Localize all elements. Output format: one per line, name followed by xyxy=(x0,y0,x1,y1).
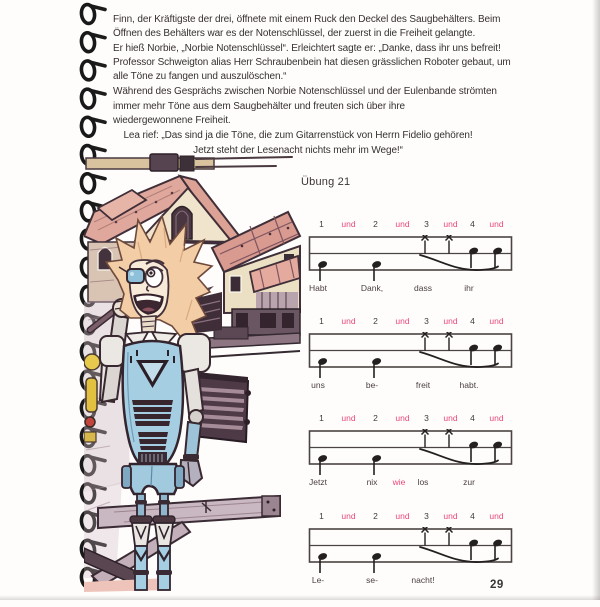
count-und: und xyxy=(443,413,458,423)
count-und: und xyxy=(489,511,504,521)
story-line: Er hieß Norbie, „Norbie Notenschlüssel“. Erleichtert sagte er: „Danke, dass ihr uns befreit! xyxy=(113,42,501,54)
count-number: 1 xyxy=(319,219,324,229)
count-und: und xyxy=(395,219,410,229)
count-number: 4 xyxy=(470,316,475,326)
count-number: 2 xyxy=(373,219,378,229)
spiral-coil xyxy=(80,116,105,137)
lyric-word: be- xyxy=(365,380,379,390)
count-und: und xyxy=(341,219,356,229)
spiral-coil xyxy=(80,32,105,53)
story-line: immer mehr Töne aus dem Saugbehälter und freuten sich über ihre xyxy=(113,100,406,112)
lyrics-row xyxy=(308,575,514,589)
lyric-word: Le- xyxy=(311,575,325,585)
swoosh-tie xyxy=(420,449,498,464)
count-number: 3 xyxy=(424,413,429,423)
robot-town-illustration xyxy=(84,150,302,592)
story-text xyxy=(113,13,525,159)
rhythm-exercise-row-3 xyxy=(308,413,514,509)
count-und: und xyxy=(341,511,356,521)
high-note xyxy=(492,538,503,560)
count-number: 4 xyxy=(470,219,475,229)
high-note xyxy=(492,343,503,365)
high-note xyxy=(468,440,479,462)
rhythm-staff xyxy=(308,235,514,285)
story-line: Finn, der Kräftigste der drei, öffnete mit einem Ruck den Deckel des Saugbehälters. Beim xyxy=(113,14,501,25)
lyric-word: dass xyxy=(414,283,432,293)
count-number: 2 xyxy=(373,413,378,423)
high-note xyxy=(468,343,479,365)
count-number: 3 xyxy=(424,316,429,326)
count-number: 3 xyxy=(424,511,429,521)
lyrics-row xyxy=(308,283,514,297)
story-line: alle Töne zu fangen und auszulöschen.“ xyxy=(113,71,287,83)
beat-counts xyxy=(308,511,514,523)
count-und: und xyxy=(395,316,410,326)
left-shoulder-pad xyxy=(100,336,124,366)
count-number: 4 xyxy=(470,413,475,423)
count-number: 3 xyxy=(424,219,429,229)
page-edge-shadow-bottom xyxy=(0,595,600,600)
lower-grill xyxy=(138,432,168,450)
high-note xyxy=(492,440,503,462)
story-line: Jetzt steht der Lesenacht nichts mehr im Wege!“ xyxy=(193,144,403,156)
count-number: 1 xyxy=(319,316,324,326)
count-number: 1 xyxy=(319,511,324,521)
paragraph-2 xyxy=(113,85,525,128)
beat-counts xyxy=(308,219,514,231)
spiral-coil xyxy=(80,88,105,109)
lyrics-row xyxy=(308,380,514,394)
high-note xyxy=(492,246,503,268)
paragraph-1 xyxy=(113,13,525,84)
lyric-word: nacht! xyxy=(411,575,435,585)
lyric-word: nix xyxy=(366,477,378,487)
hips xyxy=(129,464,178,494)
story-line: Öffnen des Behälters war es der Notenschlüssel, der zuerst in die Freiheit gelangte. xyxy=(113,28,476,40)
lyric-word: Habt xyxy=(309,283,327,293)
page-edge-shadow-right xyxy=(592,0,600,600)
count-number: 2 xyxy=(373,316,378,326)
lyric-word: Jetzt xyxy=(309,477,327,487)
swoosh-tie xyxy=(420,255,498,270)
rhythm-staff xyxy=(308,332,514,382)
exercise-heading: Übung 21 xyxy=(301,176,351,188)
page-number: 29 xyxy=(490,579,504,591)
lyric-word-accent: wie xyxy=(392,477,406,487)
right-forearm xyxy=(185,422,201,458)
count-und: und xyxy=(443,511,458,521)
count-und: und xyxy=(443,316,458,326)
count-und: und xyxy=(395,511,410,521)
lyric-word: Dank, xyxy=(360,283,384,293)
lyric-word: los xyxy=(417,477,429,487)
lyric-word: se- xyxy=(366,575,378,585)
beat-counts xyxy=(308,413,514,425)
lyric-word: freit xyxy=(415,380,431,390)
spiral-coil xyxy=(80,60,105,81)
lyric-word: ihr xyxy=(464,283,474,293)
swoosh-tie xyxy=(420,352,498,367)
count-und: und xyxy=(489,219,504,229)
story-line: Professor Schweigton alias Herr Schraubenbein hat diesen grässlichen Roboter gebaut, um xyxy=(113,56,511,68)
count-number: 2 xyxy=(373,511,378,521)
rhythm-staff xyxy=(308,527,514,577)
count-und: und xyxy=(489,413,504,423)
rhythm-exercise-row-2 xyxy=(308,316,514,412)
story-line: Während des Gesprächs zwischen Norbie Notenschlüssel und der Eulenbande strömten xyxy=(113,86,497,98)
beat-counts xyxy=(308,316,514,328)
count-und: und xyxy=(341,413,356,423)
neck xyxy=(141,316,156,332)
story-line: Lea rief: „Das sind ja die Töne, die zum Gitarrenstück von Herrn Fidelio gehören! xyxy=(123,130,473,142)
swoosh-tie xyxy=(420,547,498,562)
count-number: 4 xyxy=(470,511,475,521)
count-und: und xyxy=(489,316,504,326)
lyric-word: habt. xyxy=(459,380,479,390)
lyric-word: uns xyxy=(311,380,325,390)
story-line: wiedergewonnene Freiheit. xyxy=(113,115,231,127)
rhythm-exercise-row-4 xyxy=(308,511,514,607)
high-note xyxy=(468,538,479,560)
lyrics-row xyxy=(308,477,514,491)
high-note xyxy=(468,246,479,268)
count-und: und xyxy=(341,316,356,326)
spiral-coil xyxy=(80,4,105,25)
count-und: und xyxy=(443,219,458,229)
count-number: 1 xyxy=(319,413,324,423)
lyric-word: zur xyxy=(463,477,475,487)
paragraph-3-lea-quote xyxy=(113,129,483,158)
count-und: und xyxy=(395,413,410,423)
eye-patch xyxy=(127,269,144,283)
rhythm-exercise-row-1 xyxy=(308,219,514,315)
rhythm-staff xyxy=(308,429,514,479)
